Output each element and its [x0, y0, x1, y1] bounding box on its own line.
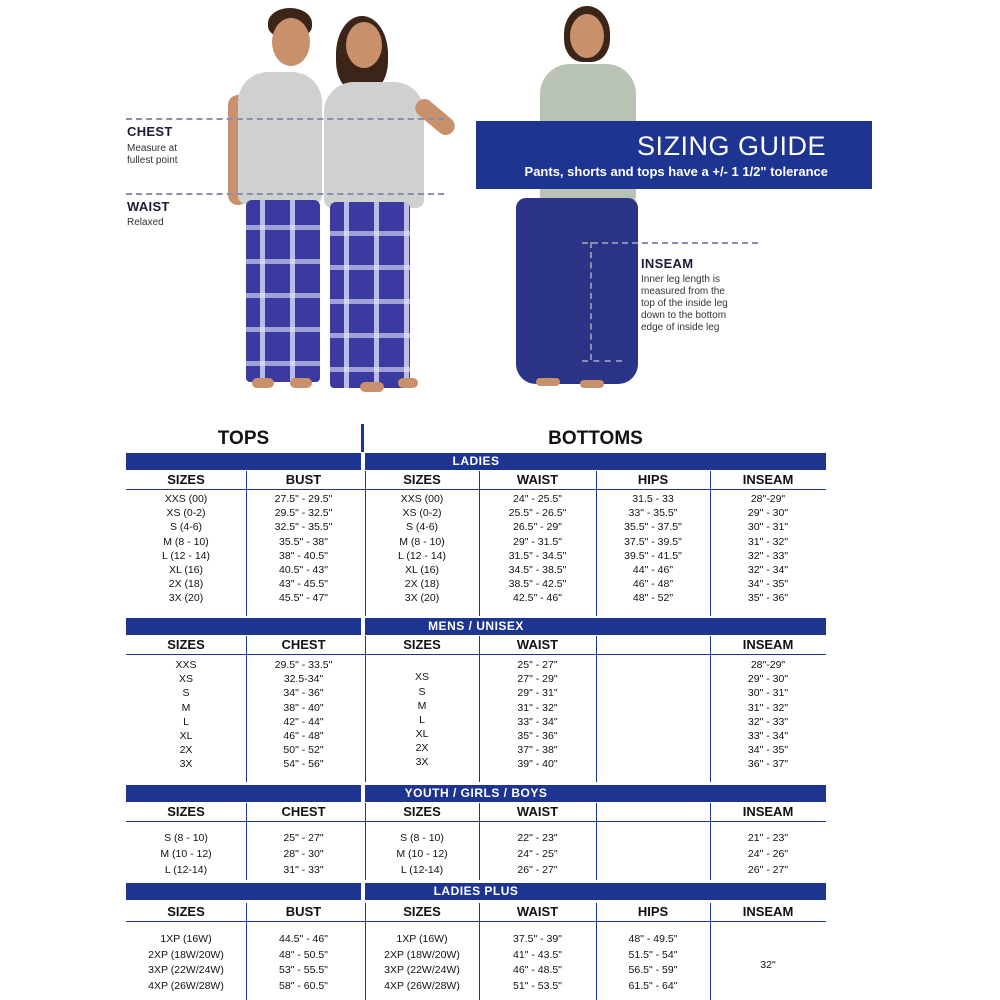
table-cell: 33" - 34"	[747, 729, 789, 742]
section-band-label: LADIES PLUS	[433, 884, 519, 898]
table-cell: 32" - 34"	[747, 563, 789, 576]
table-cell: 27" - 29"	[517, 673, 558, 686]
inseam-note: Inner leg length is measured from the top of the inside leg down to the bottom edge of inside leg	[641, 274, 728, 333]
tops-sizes-header: SIZES	[167, 804, 205, 819]
hips-list	[596, 658, 710, 782]
table-cell: L	[419, 713, 425, 726]
tops-measure-list	[246, 658, 361, 782]
waist-list	[479, 492, 596, 616]
bottoms-sizes-header: SIZES	[403, 472, 441, 487]
table-cell: 38" - 40.5"	[279, 549, 328, 562]
tops-size-list	[126, 932, 246, 1000]
table-cell: 32.5" - 35.5"	[274, 521, 333, 534]
size-table	[126, 471, 826, 616]
tops-heading: TOPS	[217, 428, 270, 449]
table-cell: 35" - 36"	[517, 729, 558, 742]
tops-bottoms-separator	[361, 424, 364, 452]
tops-measure-list	[246, 830, 361, 880]
table-cell: 31" - 32"	[747, 535, 789, 548]
table-column	[365, 803, 479, 876]
hips-list	[596, 492, 710, 616]
table-cell: 29" - 31"	[517, 687, 558, 700]
table-cell: 48" - 52"	[632, 592, 674, 605]
table-cell: 61.5" - 64"	[628, 979, 678, 992]
table-column	[126, 471, 246, 605]
bottoms-sizes-header: SIZES	[403, 804, 441, 819]
table-cell: 37.5" - 39"	[513, 933, 562, 945]
size-table	[126, 636, 826, 782]
table-cell: XXS	[175, 659, 197, 671]
table-column	[365, 636, 479, 769]
table-column	[479, 636, 596, 771]
table-cell: 24" - 25"	[517, 848, 558, 860]
hips-header: HIPS	[637, 904, 669, 919]
waist-list	[479, 658, 596, 782]
bottoms-sizes-header: SIZES	[403, 904, 441, 919]
section-band-label: LADIES	[452, 454, 500, 468]
sizing-guide-subtitle: Pants, shorts and tops have a +/- 1 1/2" tolerance	[524, 164, 828, 179]
hips-header: HIPS	[637, 472, 669, 487]
table-cell: XS	[414, 671, 429, 684]
table-cell: 1XP (16W)	[396, 933, 448, 945]
bottoms-heading: BOTTOMS	[548, 428, 643, 449]
bottoms-size-list	[365, 658, 479, 782]
chest-note: Measure at fullest point	[127, 143, 178, 166]
table-column	[710, 903, 826, 972]
band-gap	[361, 883, 365, 900]
table-cell: 31.5" - 34.5"	[508, 549, 567, 562]
waist-header: WAIST	[516, 637, 559, 652]
table-cell: 35.5" - 37.5"	[624, 521, 682, 534]
table-cell: 26.5" - 29"	[513, 521, 562, 534]
table-cell: 32"	[760, 959, 776, 972]
inseam-vertical-line	[590, 242, 592, 360]
table-cell: M (10 - 12)	[160, 848, 212, 860]
table-cell: L (12 - 14)	[397, 549, 447, 562]
table-cell: XXS (00)	[164, 493, 208, 505]
header-rule	[126, 821, 826, 822]
table-cell: 39.5" - 41.5"	[624, 549, 682, 562]
inseam-label: INSEAM	[641, 256, 694, 271]
model-photos	[0, 0, 1000, 410]
table-cell: M (10 - 12)	[396, 848, 448, 860]
table-cell: XS (0-2)	[166, 507, 206, 520]
inseam-list	[710, 932, 826, 1000]
hips-header	[596, 636, 710, 653]
sizing-guide-banner	[476, 121, 872, 189]
inseam-list	[710, 830, 826, 880]
table-cell: M	[417, 699, 427, 712]
table-cell: S (4-6)	[169, 521, 203, 534]
tops-measure-list	[246, 932, 361, 1000]
hips-header	[596, 803, 710, 820]
size-table	[126, 903, 826, 1000]
hips-list	[596, 932, 710, 1000]
table-cell: 2XP (18W/20W)	[384, 948, 460, 961]
table-cell: 48" - 49.5"	[628, 933, 678, 945]
table-column	[596, 471, 710, 605]
table-cell: 58" - 60.5"	[279, 979, 328, 992]
waist-header: WAIST	[516, 904, 559, 919]
waist-header: WAIST	[516, 472, 559, 487]
inseam-bottom-line	[582, 360, 622, 362]
waist-label: WAIST	[127, 199, 170, 214]
table-cell: S (8 - 10)	[400, 832, 444, 844]
table-cell: 3XP (22W/24W)	[384, 964, 460, 976]
table-cell: 45.5" - 47"	[279, 592, 328, 605]
table-cell: 4XP (26W/28W)	[148, 979, 224, 992]
table-cell: 33" - 34"	[517, 715, 558, 728]
table-cell: L	[183, 715, 189, 728]
table-cell: 24" - 25.5"	[513, 493, 562, 505]
table-cell: 31" - 32"	[747, 701, 789, 714]
table-cell: 53" - 55.5"	[279, 964, 328, 976]
tops-measure-list	[246, 492, 361, 616]
table-cell: 1XP (16W)	[160, 933, 212, 945]
inseam-header: INSEAM	[742, 472, 794, 487]
table-cell: 32" - 33"	[747, 715, 789, 728]
waist-list	[479, 830, 596, 880]
table-cell: 38" - 40"	[283, 701, 324, 714]
table-column	[479, 903, 596, 992]
table-cell: S (8 - 10)	[164, 832, 208, 844]
section-band	[126, 618, 826, 635]
sizing-guide-title: SIZING GUIDE	[636, 131, 826, 161]
table-cell: 36" - 37"	[747, 758, 789, 771]
section-band-label: MENS / UNISEX	[428, 619, 524, 633]
table-cell: XS (0-2)	[402, 507, 442, 520]
header-rule	[126, 921, 826, 922]
table-cell: 56.5" - 59"	[628, 964, 678, 976]
table-cell: XXS (00)	[400, 493, 444, 505]
tops-measure-header: CHEST	[281, 637, 326, 652]
table-cell: 40.5" - 43"	[279, 563, 328, 576]
bottoms-sizes-header: SIZES	[403, 637, 441, 652]
table-cell: XL (16)	[168, 563, 204, 576]
table-cell: 2X (18)	[404, 578, 440, 591]
table-column	[126, 636, 246, 771]
table-cell: L (12-14)	[164, 864, 208, 876]
tops-size-list	[126, 658, 246, 782]
table-column	[246, 471, 361, 605]
table-cell: 2X	[415, 742, 429, 755]
table-cell: 29.5" - 33.5"	[274, 659, 333, 671]
table-cell: 3X (20)	[404, 592, 440, 605]
table-cell: 42" - 44"	[283, 715, 324, 728]
band-gap	[361, 618, 365, 635]
table-cell: 34" - 35"	[747, 578, 789, 591]
section-band	[126, 785, 826, 802]
table-cell: 34.5" - 38.5"	[508, 563, 567, 576]
table-cell: 32.5-34"	[283, 673, 324, 686]
table-cell: 37.5" - 39.5"	[624, 535, 682, 548]
table-column	[246, 903, 361, 992]
table-cell: 51" - 53.5"	[513, 979, 562, 992]
tops-sizes-header: SIZES	[167, 637, 205, 652]
table-cell: 41" - 43.5"	[513, 948, 562, 961]
inseam-header: INSEAM	[742, 804, 794, 819]
table-cell: 25.5" - 26.5"	[508, 507, 567, 520]
section-band	[126, 883, 826, 900]
table-cell: 29" - 30"	[747, 673, 789, 686]
table-cell: 42.5" - 46"	[513, 592, 562, 605]
table-cell: 3XP (22W/24W)	[148, 964, 224, 976]
table-cell: 31" - 32"	[517, 701, 558, 714]
table-cell: 37" - 38"	[517, 744, 558, 757]
tops-size-list	[126, 492, 246, 616]
hips-list	[596, 830, 710, 880]
table-column	[126, 803, 246, 876]
section-band	[126, 453, 826, 470]
table-cell: 29" - 30"	[747, 507, 789, 520]
table-column	[596, 636, 710, 653]
table-cell: L (12-14)	[400, 864, 444, 876]
table-column	[710, 636, 826, 771]
table-column	[126, 903, 246, 992]
table-cell: L (12 - 14)	[161, 549, 211, 562]
table-cell: 44" - 46"	[632, 563, 674, 576]
waist-list	[479, 932, 596, 1000]
tops-sizes-header: SIZES	[167, 904, 205, 919]
table-cell: 39" - 40"	[517, 758, 558, 771]
table-column	[596, 903, 710, 992]
table-cell: 46" - 48.5"	[513, 964, 562, 976]
table-cell: 25" - 27"	[283, 832, 324, 844]
table-cell: 26" - 27"	[747, 864, 789, 876]
size-table	[126, 803, 826, 880]
table-cell: 26" - 27"	[517, 864, 558, 876]
section-band-label: YOUTH / GIRLS / BOYS	[404, 786, 548, 800]
table-cell: 30" - 31"	[747, 521, 789, 534]
table-cell: 2X	[179, 744, 193, 757]
table-cell: 29" - 31.5"	[513, 535, 562, 548]
table-column	[365, 903, 479, 992]
table-column	[479, 803, 596, 876]
chest-label: CHEST	[127, 124, 173, 139]
table-cell: 33" - 35.5"	[628, 507, 678, 520]
table-cell: 3X	[179, 758, 193, 771]
table-cell: 50" - 52"	[283, 744, 324, 757]
table-cell: 51.5" - 54"	[628, 948, 678, 961]
table-cell: 28"-29"	[750, 659, 786, 671]
table-column	[596, 803, 710, 820]
table-cell: 2X (18)	[168, 578, 204, 591]
table-cell: M (8 - 10)	[163, 535, 209, 548]
inseam-list	[710, 658, 826, 782]
tops-measure-header: CHEST	[281, 804, 326, 819]
table-cell: 35" - 36"	[747, 592, 789, 605]
table-cell: 29.5" - 32.5"	[274, 507, 333, 520]
table-cell: 3X	[415, 756, 429, 769]
table-column	[710, 471, 826, 605]
bottoms-size-list	[365, 932, 479, 1000]
table-cell: 32" - 33"	[747, 549, 789, 562]
chest-guide-line	[126, 118, 444, 120]
inseam-header: INSEAM	[742, 637, 794, 652]
table-column	[479, 471, 596, 605]
table-cell: 44.5" - 46"	[279, 933, 328, 945]
waist-guide-line	[126, 193, 444, 195]
band-gap	[361, 785, 365, 802]
table-cell: XL (16)	[404, 563, 440, 576]
table-cell: 25" - 27"	[517, 659, 558, 671]
table-cell: 35.5" - 38"	[279, 535, 328, 548]
table-cell: 31.5 - 33	[632, 493, 674, 505]
table-cell: 34" - 35"	[747, 744, 789, 757]
band-gap	[361, 453, 365, 470]
table-cell: 4XP (26W/28W)	[384, 979, 460, 992]
inseam-list	[710, 492, 826, 616]
table-column	[246, 803, 361, 876]
table-cell: 24" - 26"	[747, 848, 789, 860]
table-cell: XL	[179, 729, 193, 742]
waist-header: WAIST	[516, 804, 559, 819]
table-cell: XS	[178, 673, 193, 686]
table-cell: 43" - 45.5"	[279, 578, 328, 591]
table-cell: M (8 - 10)	[399, 535, 445, 548]
inseam-header: INSEAM	[742, 904, 794, 919]
header-rule	[126, 654, 826, 655]
tops-measure-header: BUST	[285, 904, 322, 919]
tops-sizes-header: SIZES	[167, 472, 205, 487]
table-cell: 30" - 31"	[747, 687, 789, 700]
tops-size-list	[126, 830, 246, 880]
tops-measure-header: BUST	[285, 472, 322, 487]
table-cell: XL	[415, 728, 429, 741]
table-cell: 2XP (18W/20W)	[148, 948, 224, 961]
table-cell: S	[418, 685, 426, 698]
table-column	[246, 636, 361, 771]
table-cell: S	[182, 687, 190, 700]
table-column	[365, 471, 479, 605]
table-cell: 48" - 50.5"	[279, 948, 328, 961]
table-cell: 38.5" - 42.5"	[508, 578, 567, 591]
table-cell: 54" - 56"	[283, 758, 324, 771]
table-cell: 31" - 33"	[283, 864, 324, 876]
table-cell: 34" - 36"	[283, 687, 324, 700]
waist-note: Relaxed	[127, 217, 164, 228]
bottoms-size-list	[365, 830, 479, 880]
table-cell: 28" - 30"	[283, 848, 324, 860]
table-cell: 46" - 48"	[283, 729, 324, 742]
table-column	[710, 803, 826, 876]
table-cell: M	[181, 701, 191, 714]
table-cell: 21" - 23"	[747, 832, 789, 844]
inseam-top-line	[582, 242, 758, 244]
table-cell: S (4-6)	[405, 521, 439, 534]
table-cell: 27.5" - 29.5"	[274, 493, 333, 505]
table-cell: 28"-29"	[750, 493, 786, 505]
table-cell: 46" - 48"	[632, 578, 674, 591]
bottoms-size-list	[365, 492, 479, 616]
header-rule	[126, 489, 826, 490]
table-cell: 3X (20)	[168, 592, 204, 605]
table-cell: 22" - 23"	[517, 832, 558, 844]
